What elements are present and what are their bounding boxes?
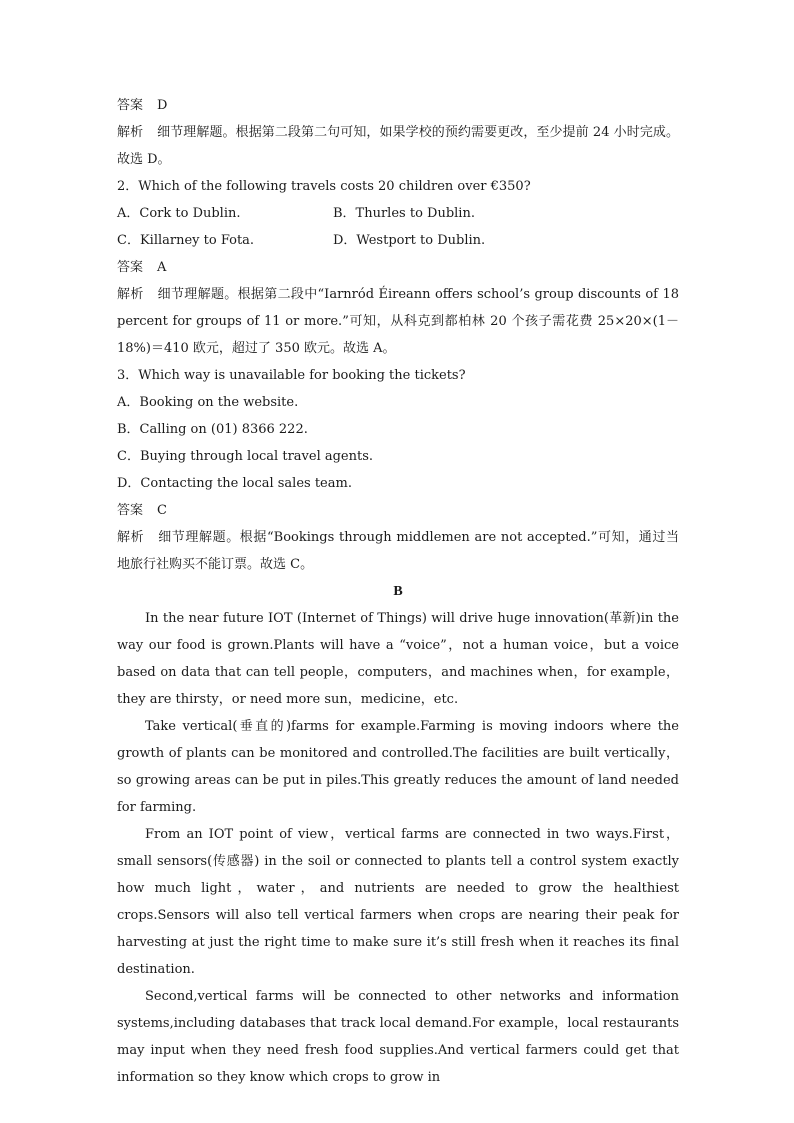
- q3-option-c: C．Buying through local travel agents.: [117, 449, 374, 464]
- section-b-heading: B: [393, 584, 403, 599]
- q3-question: 3．Which way is unavailable for booking the tickets?: [117, 368, 466, 383]
- section-b-paragraph-2: Take vertical(垂直的)farms for example.Farming is moving indoors where the growth of plants can be monitored and controlled.The facilities are built vertically，so growing areas can be put in piles.This greatly reduces the amount of land needed for farming.: [117, 719, 679, 815]
- q3-answer: [117, 497, 679, 524]
- q2-options-row-2: [117, 227, 679, 254]
- q3-analysis-label: 解析: [117, 530, 145, 545]
- q2-analysis-label: 解析: [117, 287, 144, 302]
- section-b-paragraph-4: Second,vertical farms will be connected to other networks and information systems,including databases that track local demand.For example，local restaurants may input when they need fresh food supplies.And vertical farmers could get that information so they know which crops to grow in: [117, 989, 679, 1085]
- section-b-paragraph-3: From an IOT point of view，vertical farms are connected in two ways.First，small sensors(传感器) in the soil or connected to plants tell a control system exactly how much light，water，and nutrients are needed to grow the healthiest crops.Sensors will also tell vertical farmers when crops are nearing their peak for harvesting at just the right time to make sure it’s still fresh when it reaches its final destination.: [117, 827, 679, 977]
- q2-option-d: D．Westport to Dublin.: [333, 233, 486, 248]
- q1-analysis-text: 细节理解题。根据第二段第二句可知，如果学校的预约需要更改，至少提前 24 小时完成。故选 D。: [117, 125, 679, 167]
- q2-option-a: A．Cork to Dublin.: [117, 206, 241, 221]
- q2-question: 2．Which of the following travels costs 20 children over €350?: [117, 179, 531, 194]
- q1-answer-label: 答案: [117, 98, 144, 113]
- q3-option-d: D．Contacting the local sales team.: [117, 476, 352, 491]
- document-page: [117, 92, 679, 1091]
- q2-option-b: B．Thurles to Dublin.: [333, 206, 475, 221]
- q3-option-b: B．Calling on (01) 8366 222.: [117, 422, 308, 437]
- q3-answer-value: C: [157, 503, 167, 518]
- q1-analysis: [117, 119, 679, 173]
- q2-analysis-text: 细节理解题。根据第二段中“Iarnród Éireann offers school’s group discounts of 18 percent for groups of 11 or more.”可知，从科克到都柏林 20 个孩子需花费 25×20×(1－18%)＝410 欧元，超过了 350 欧元。故选 A。: [117, 287, 679, 356]
- q3-analysis-text: 细节理解题。根据“Bookings through middlemen are not accepted.”可知，通过当地旅行社购买不能订票。故选 C。: [117, 530, 679, 572]
- q2-answer: [117, 254, 679, 281]
- q2-answer-value: A: [157, 260, 167, 275]
- q1-analysis-label: 解析: [117, 125, 144, 140]
- q1-answer: [117, 92, 679, 119]
- q1-answer-value: D: [157, 98, 168, 113]
- q3-option-a: A．Booking on the website.: [117, 395, 299, 410]
- section-b-paragraph-1: In the near future IOT (Internet of Things) will drive huge innovation(革新)in the way our food is grown.Plants will have a “voice”，not a human voice，but a voice based on data that can tell people，computers，and machines when，for example，they are thirsty，or need more sun，medicine，etc.: [117, 611, 679, 707]
- q3-answer-label: 答案: [117, 503, 144, 518]
- q2-option-c: C．Killarney to Fota.: [117, 233, 255, 248]
- q2-answer-label: 答案: [117, 260, 144, 275]
- q2-analysis: [117, 281, 679, 362]
- q3-analysis: [117, 524, 679, 578]
- q2-options-row-1: [117, 200, 679, 227]
